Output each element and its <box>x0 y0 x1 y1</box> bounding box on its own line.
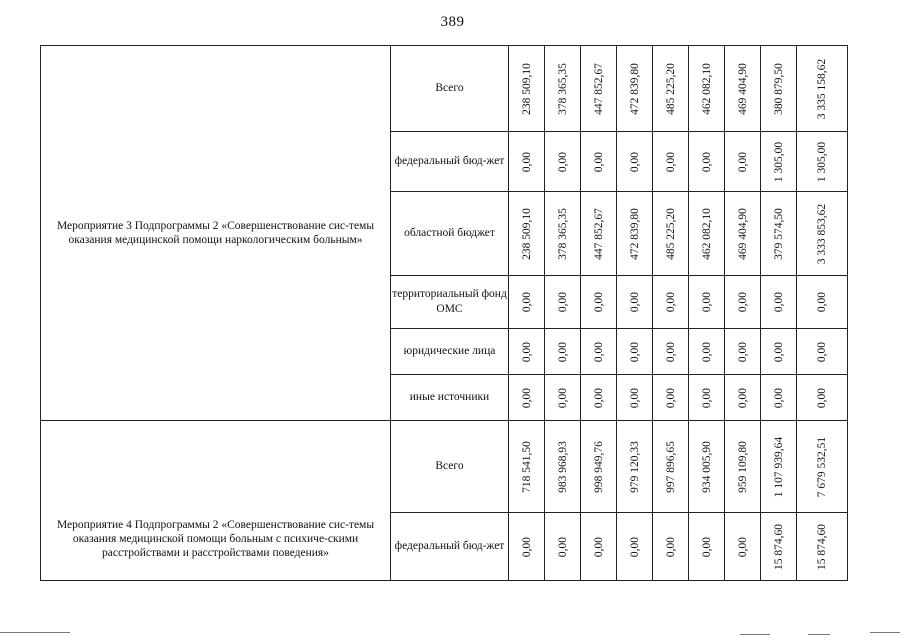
funding-source: Всего <box>391 46 509 132</box>
amount-cell: 0,00 <box>581 329 617 375</box>
amount-cell-total: 0,00 <box>797 329 848 375</box>
scan-artifact <box>870 632 900 633</box>
funding-source: Всего <box>391 421 509 513</box>
amount-cell: 997 896,65 <box>653 421 689 513</box>
amount-cell: 0,00 <box>725 276 761 329</box>
amount-cell: 0,00 <box>653 375 689 421</box>
scan-artifact <box>808 634 830 635</box>
amount-cell: 447 852,67 <box>581 192 617 276</box>
amount-cell: 485 225,20 <box>653 46 689 132</box>
amount-cell: 0,00 <box>761 329 797 375</box>
amount-cell: 0,00 <box>545 329 581 375</box>
amount-cell-total: 0,00 <box>797 375 848 421</box>
budget-table <box>40 45 848 581</box>
amount-cell: 0,00 <box>545 375 581 421</box>
amount-cell: 0,00 <box>725 375 761 421</box>
amount-cell: 469 404,90 <box>725 192 761 276</box>
scan-artifact <box>0 632 70 633</box>
amount-cell: 0,00 <box>509 513 545 581</box>
amount-cell: 0,00 <box>653 132 689 192</box>
amount-cell: 485 225,20 <box>653 192 689 276</box>
amount-cell: 0,00 <box>617 276 653 329</box>
amount-cell: 998 949,76 <box>581 421 617 513</box>
table-row <box>41 421 848 513</box>
amount-cell: 238 509,10 <box>509 46 545 132</box>
amount-cell: 0,00 <box>545 132 581 192</box>
amount-cell: 0,00 <box>545 276 581 329</box>
amount-cell: 0,00 <box>509 276 545 329</box>
amount-cell: 0,00 <box>653 513 689 581</box>
amount-cell: 0,00 <box>653 329 689 375</box>
amount-cell: 0,00 <box>689 375 725 421</box>
funding-source: федеральный бюд-жет <box>391 132 509 192</box>
amount-cell: 469 404,90 <box>725 46 761 132</box>
amount-cell: 0,00 <box>689 276 725 329</box>
amount-cell: 0,00 <box>581 513 617 581</box>
amount-cell: 0,00 <box>581 276 617 329</box>
funding-source: юридические лица <box>391 329 509 375</box>
amount-cell: 0,00 <box>689 132 725 192</box>
amount-cell: 0,00 <box>725 132 761 192</box>
amount-cell: 0,00 <box>689 513 725 581</box>
amount-cell: 0,00 <box>509 329 545 375</box>
amount-cell: 0,00 <box>617 513 653 581</box>
amount-cell: 378 365,35 <box>545 192 581 276</box>
amount-cell: 983 968,93 <box>545 421 581 513</box>
amount-cell: 0,00 <box>509 132 545 192</box>
amount-cell: 0,00 <box>725 513 761 581</box>
amount-cell: 379 574,50 <box>761 192 797 276</box>
amount-cell: 1 305,00 <box>761 132 797 192</box>
measure-title: Мероприятие 4 Подпрограммы 2 «Совершенствование сис-темы оказания медицинской помощи больным с психиче-скими расстройствами и расстройствами поведения» <box>41 421 391 581</box>
amount-cell: 472 839,80 <box>617 46 653 132</box>
amount-cell: 462 082,10 <box>689 192 725 276</box>
amount-cell-total: 0,00 <box>797 276 848 329</box>
amount-cell: 0,00 <box>617 132 653 192</box>
amount-cell-total: 3 333 853,62 <box>797 192 848 276</box>
amount-cell: 0,00 <box>725 329 761 375</box>
funding-source: федеральный бюд-жет <box>391 513 509 581</box>
amount-cell-total: 1 305,00 <box>797 132 848 192</box>
amount-cell: 378 365,35 <box>545 46 581 132</box>
amount-cell: 0,00 <box>761 375 797 421</box>
amount-cell: 0,00 <box>617 329 653 375</box>
amount-cell: 0,00 <box>761 276 797 329</box>
amount-cell: 462 082,10 <box>689 46 725 132</box>
funding-source: областной бюджет <box>391 192 509 276</box>
amount-cell: 472 839,80 <box>617 192 653 276</box>
amount-cell: 934 005,90 <box>689 421 725 513</box>
amount-cell-total: 7 679 532,51 <box>797 421 848 513</box>
amount-cell-total: 3 335 158,62 <box>797 46 848 132</box>
amount-cell: 0,00 <box>617 375 653 421</box>
amount-cell: 1 107 939,64 <box>761 421 797 513</box>
amount-cell: 380 879,50 <box>761 46 797 132</box>
amount-cell: 15 874,60 <box>761 513 797 581</box>
amount-cell: 0,00 <box>581 375 617 421</box>
amount-cell: 0,00 <box>689 329 725 375</box>
amount-cell-total: 15 874,60 <box>797 513 848 581</box>
amount-cell: 238 509,10 <box>509 192 545 276</box>
amount-cell: 979 120,33 <box>617 421 653 513</box>
amount-cell: 718 541,50 <box>509 421 545 513</box>
funding-source: иные источники <box>391 375 509 421</box>
amount-cell: 0,00 <box>581 132 617 192</box>
measure-title: Мероприятие 3 Подпрограммы 2 «Совершенствование сис-темы оказания медицинской помощи наркологическим больным» <box>41 46 391 421</box>
amount-cell: 0,00 <box>653 276 689 329</box>
table-row <box>41 46 848 132</box>
amount-cell: 959 109,80 <box>725 421 761 513</box>
amount-cell: 447 852,67 <box>581 46 617 132</box>
funding-source: территориальный фонд ОМС <box>391 276 509 329</box>
amount-cell: 0,00 <box>545 513 581 581</box>
page-number: 389 <box>440 14 465 30</box>
scan-artifact <box>740 634 770 635</box>
amount-cell: 0,00 <box>509 375 545 421</box>
